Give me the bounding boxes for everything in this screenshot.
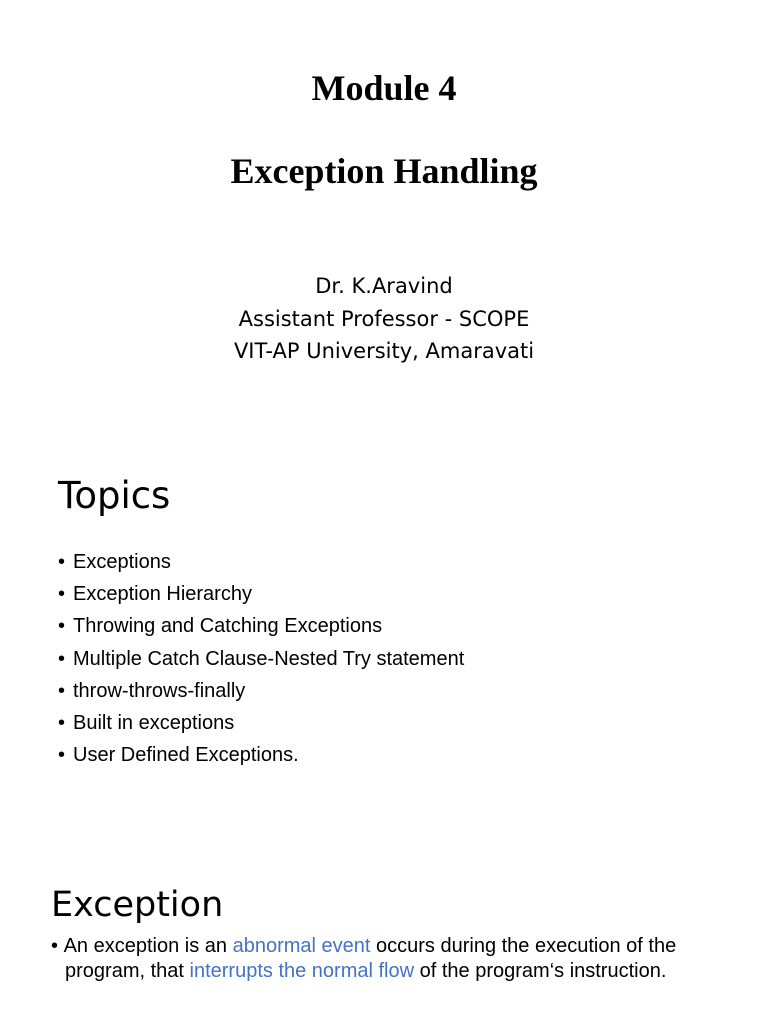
bullet-icon: • (58, 647, 66, 670)
definition-line-2 (51, 959, 751, 984)
author-block (0, 270, 768, 368)
text-segment: An exception is an (63, 935, 233, 957)
bullet-icon: • (58, 711, 66, 734)
text-segment: occurs during the execution of the (370, 935, 677, 957)
highlight-text: interrupts the normal flow (189, 960, 415, 982)
main-title: Exception Handling (230, 151, 538, 191)
list-item (58, 643, 464, 675)
bullet-icon: • (58, 615, 66, 638)
highlight-text: abnormal event (232, 935, 371, 957)
text-segment: of the program‘s instruction. (414, 960, 667, 982)
list-item (58, 578, 464, 610)
module-title: Module 4 (311, 68, 457, 108)
topics-list (58, 546, 464, 771)
list-item (58, 739, 464, 771)
topic-label: Multiple Catch Clause-Nested Try statement (73, 647, 465, 670)
exception-definition (51, 934, 751, 984)
author-name: Dr. K.Aravind (315, 274, 453, 298)
list-item (58, 610, 464, 642)
author-institution: VIT-AP University, Amaravati (233, 339, 535, 363)
topic-label: User Defined Exceptions. (73, 744, 299, 767)
list-item (58, 675, 464, 707)
bullet-icon: • (58, 744, 66, 767)
author-position: Assistant Professor - SCOPE (238, 306, 530, 331)
bullet-icon: • (58, 551, 66, 573)
list-item (58, 707, 464, 739)
topics-heading: Topics (58, 474, 171, 517)
topic-label: Throwing and Catching Exceptions (73, 615, 383, 638)
bullet-icon: • (51, 935, 59, 957)
topic-label: throw-throws-finally (73, 679, 246, 702)
topic-label: Built in exceptions (73, 711, 235, 734)
text-segment: program, that (65, 960, 190, 982)
list-item (58, 546, 464, 578)
bullet-icon: • (58, 679, 66, 702)
definition-line-1 (51, 934, 751, 959)
topic-label: Exceptions (73, 551, 171, 573)
topic-label: Exception Hierarchy (73, 583, 252, 606)
exception-heading: Exception (51, 885, 224, 925)
bullet-icon: • (58, 583, 66, 606)
